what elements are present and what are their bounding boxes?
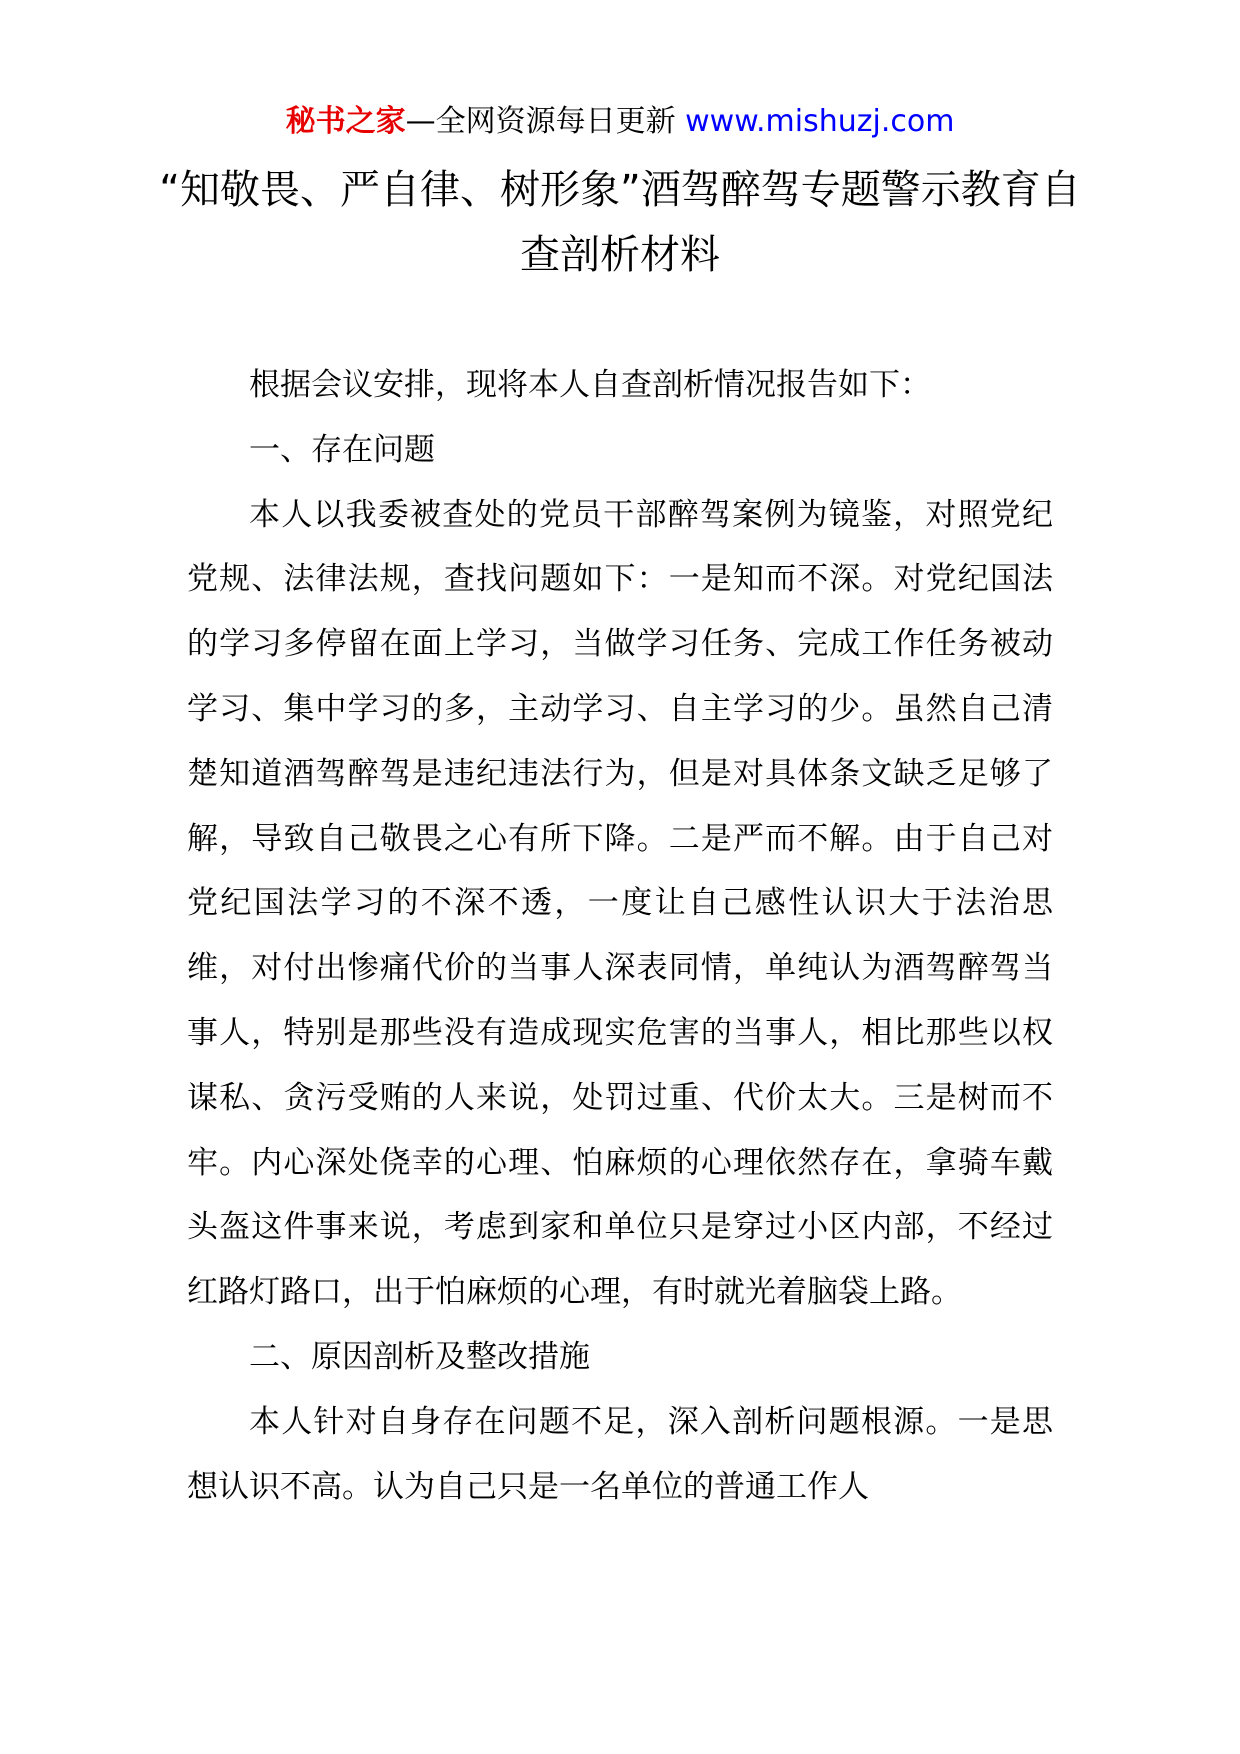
section-heading-problems: 一、存在问题 (249, 431, 435, 468)
document-body (187, 353, 1053, 1519)
document-title: “知敬畏、严自律、树形象”酒驾醉驾专题警示教育自查剖析材料 (159, 167, 1081, 278)
site-header (0, 100, 1240, 144)
section-heading-causes: 二、原因剖析及整改措施 (249, 1338, 590, 1375)
site-url-link[interactable]: www.mishuzj.com (685, 104, 955, 139)
paragraph-causes: 本人针对自身存在问题不足，深入剖析问题根源。一是思想认识不高。认为自己只是一名单位的普通工作人 (187, 1403, 1053, 1505)
brand-name: 秘书之家 (285, 104, 406, 139)
paragraph-problems: 本人以我委被查处的党员干部醉驾案例为镜鉴，对照党纪党规、法律法规，查找问题如下：一是知而不深。对党纪国法的学习多停留在面上学习，当做学习任务、完成工作任务被动学习、集中学习的多，主动学习、自主学习的少。虽然自己清楚知道酒驾醉驾是违纪违法行为，但是对具体条文缺乏足够了解，导致自己敬畏之心有所下降。二是严而不解。由于自己对党纪国法学习的不深不透，一度让自己感性认识大于法治思维，对付出惨痛代价的当事人深表同情，单纯认为酒驾醉驾当事人，特别是那些没有造成现实危害的当事人，相比那些以权谋私、贪污受贿的人来说，处罚过重、代价太大。三是树而不牢。内心深处侥幸的心理、怕麻烦的心理依然存在，拿骑车戴头盔这件事来说，考虑到家和单位只是穿过小区内部，不经过红路灯路口，出于怕麻烦的心理，有时就光着脑袋上路。 (187, 496, 1053, 1311)
header-tagline: —全网资源每日更新 (405, 104, 676, 139)
paragraph-intro: 根据会议安排，现将本人自查剖析情况报告如下： (249, 367, 931, 403)
